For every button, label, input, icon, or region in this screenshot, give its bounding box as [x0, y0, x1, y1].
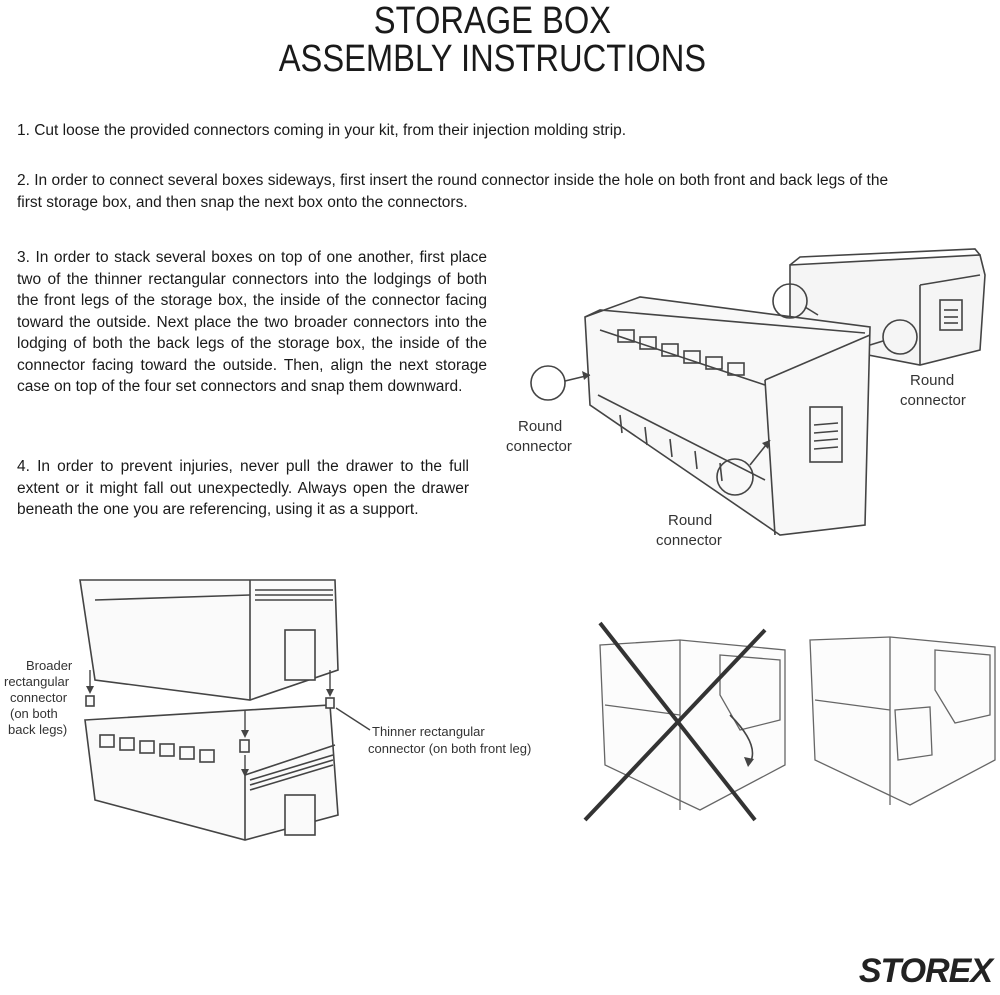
- stacking-figure: [0, 570, 580, 920]
- broader-connector-label-4: (on both: [10, 706, 58, 721]
- round-connector-label-bottom-1: Round: [668, 512, 713, 529]
- instruction-2: 2. In order to connect several boxes sideways, first insert the round connector inside the hole on both front and back legs of the first storage box, and then snap the next box onto the connectors.: [17, 172, 889, 211]
- broader-connector-label-1: Broader: [26, 658, 73, 673]
- thinner-connector-label-2: connector (on both front leg): [368, 741, 532, 756]
- round-connector-label-left-2: connector: [506, 438, 572, 455]
- broader-connector-label-5: back legs): [8, 722, 68, 737]
- round-connector-label-left-1: Round: [518, 418, 563, 435]
- broader-connector-label-2: rectangular: [4, 674, 70, 689]
- round-connector-label-bottom-2: connector: [656, 532, 722, 549]
- instruction-4: 4. In order to prevent injuries, never pull the drawer to the full extent or it might fall out unexpectedly. Always open the drawer beneath the one you are referencing, using it as a support.: [17, 458, 469, 518]
- round-connector-label-right-2: connector: [900, 392, 966, 409]
- page-title-line-1: STORAGE BOX: [373, 0, 612, 42]
- drawer-warning-figure: [580, 615, 1000, 830]
- storex-logo: STOREX: [858, 952, 992, 990]
- side-connection-figure: [500, 235, 990, 555]
- round-connector-label-right-1: Round: [910, 372, 955, 389]
- instruction-3: 3. In order to stack several boxes on top of one another, first place two of the thinner rectangular connectors into the lodgings of both the front legs of the storage box, the inside of the connector facing toward the outside. Next place the two broader connectors into the lodging of both the back legs of the storage box, the inside of the connector facing toward the outside. Then, align the next storage case on top of the four set connectors and snap them downward.: [17, 249, 487, 395]
- instruction-1: 1. Cut loose the provided connectors coming in your kit, from their injection molding strip.: [17, 122, 627, 139]
- thinner-connector-label-1: Thinner rectangular: [372, 724, 485, 739]
- page-title-line-2: ASSEMBLY INSTRUCTIONS: [278, 38, 707, 80]
- broader-connector-label-3: connector: [10, 690, 68, 705]
